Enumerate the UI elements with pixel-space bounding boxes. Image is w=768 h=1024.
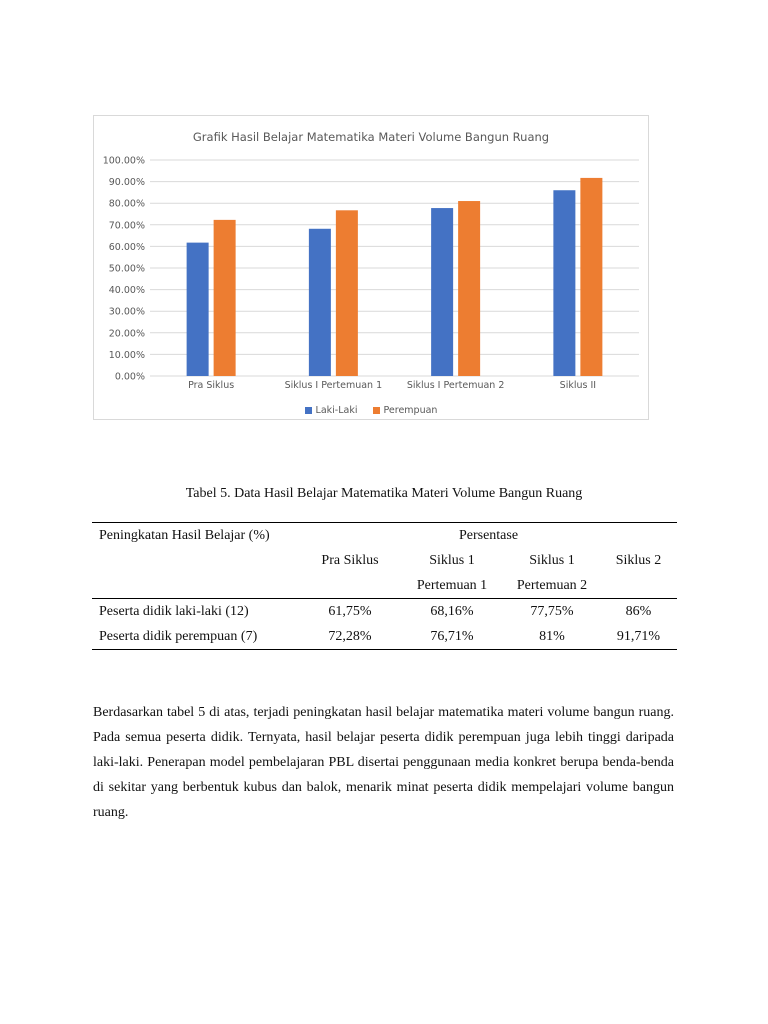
table-header-row xyxy=(92,523,677,549)
table-cell: 77,75% xyxy=(530,603,574,619)
legend-label-perempuan: Perempuan xyxy=(383,405,438,416)
table-caption: Tabel 5. Data Hasil Belajar Matematika Materi Volume Bangun Ruang xyxy=(185,486,583,501)
bar-perempuan xyxy=(580,178,602,376)
table-cell: 68,16% xyxy=(430,603,474,619)
x-tick-label: Siklus II xyxy=(559,380,597,391)
x-tick-label: Siklus I Pertemuan 2 xyxy=(406,380,505,391)
chart-container xyxy=(93,115,649,420)
y-tick-label: 10.00% xyxy=(108,349,145,361)
bar-laki-laki xyxy=(431,208,453,376)
row-label: Peserta didik perempuan (7) xyxy=(92,624,300,650)
legend-label-laki-laki: Laki-Laki xyxy=(315,405,358,416)
bar-laki-laki xyxy=(553,190,575,376)
body-paragraph: Berdasarkan tabel 5 di atas, terjadi peningkatan hasil belajar matematika materi volume bangun ruang. Pada semua peserta didik. Ternyata, hasil belajar peserta didik perempuan juga lebih tinggi daripada laki-laki. Penerapan model pembelajaran PBL disertai penggunaan media konkret berupa benda-benda di sekitar yang berbentuk kubus dan balok, menarik minat peserta didik mempelajari volume bangun ruang. xyxy=(93,705,674,820)
table-subheader-row-2 xyxy=(92,573,677,599)
y-tick-label: 90.00% xyxy=(108,177,145,189)
y-tick-label: 30.00% xyxy=(108,306,145,318)
x-tick-label: Siklus I Pertemuan 1 xyxy=(284,380,383,391)
table-header-label: Peningkatan Hasil Belajar (%) xyxy=(92,523,300,549)
table-header-group: Persentase xyxy=(300,523,677,549)
table-empty-cell xyxy=(92,548,300,573)
column-subheader-siklus1-p1: Pertemuan 1 xyxy=(400,573,504,599)
table-cell: 81% xyxy=(504,624,600,650)
table-cell: 86% xyxy=(625,603,652,619)
column-subheader-siklus1-p2: Pertemuan 2 xyxy=(504,573,600,599)
table-subheader-row xyxy=(92,548,677,573)
bar-perempuan xyxy=(214,220,236,376)
legend-swatch-laki-laki xyxy=(305,407,312,414)
bar-chart xyxy=(94,116,648,419)
bar-laki-laki xyxy=(309,229,331,376)
legend-item-perempuan xyxy=(373,405,438,416)
table-cell: 61,75% xyxy=(328,603,372,619)
column-header-siklus1-p1: Siklus 1 xyxy=(429,552,475,568)
table-empty-cell xyxy=(92,573,300,599)
table-row xyxy=(92,599,677,625)
y-tick-label: 60.00% xyxy=(108,241,145,253)
bar-perempuan xyxy=(336,210,358,376)
row-label: Peserta didik laki-laki (12) xyxy=(99,603,249,619)
column-subheader-siklus2 xyxy=(600,573,677,599)
bar-perempuan xyxy=(458,201,480,376)
results-table xyxy=(92,522,677,650)
column-subheader-pra-siklus xyxy=(300,573,400,599)
y-tick-label: 0.00% xyxy=(114,371,145,383)
x-tick-label: Pra Siklus xyxy=(188,380,235,391)
chart-legend xyxy=(94,405,648,417)
bar-laki-laki xyxy=(187,243,209,376)
column-header-siklus1-p2: Siklus 1 xyxy=(529,552,575,568)
table-cell: 72,28% xyxy=(300,624,400,650)
y-tick-label: 40.00% xyxy=(108,285,145,297)
y-tick-label: 100.00% xyxy=(102,155,145,167)
table-cell: 91,71% xyxy=(600,624,677,650)
y-tick-label: 50.00% xyxy=(108,263,145,275)
y-tick-label: 80.00% xyxy=(108,198,145,210)
legend-swatch-perempuan xyxy=(373,407,380,414)
y-tick-label: 20.00% xyxy=(108,328,145,340)
table-cell: 76,71% xyxy=(400,624,504,650)
legend-item-laki-laki xyxy=(305,405,358,416)
chart-title: Grafik Hasil Belajar Matematika Materi Volume Bangun Ruang xyxy=(192,130,550,144)
column-header-pra-siklus: Pra Siklus xyxy=(321,552,379,568)
y-tick-label: 70.00% xyxy=(108,220,145,232)
column-header-siklus2: Siklus 2 xyxy=(615,552,662,568)
table-row xyxy=(92,624,677,650)
